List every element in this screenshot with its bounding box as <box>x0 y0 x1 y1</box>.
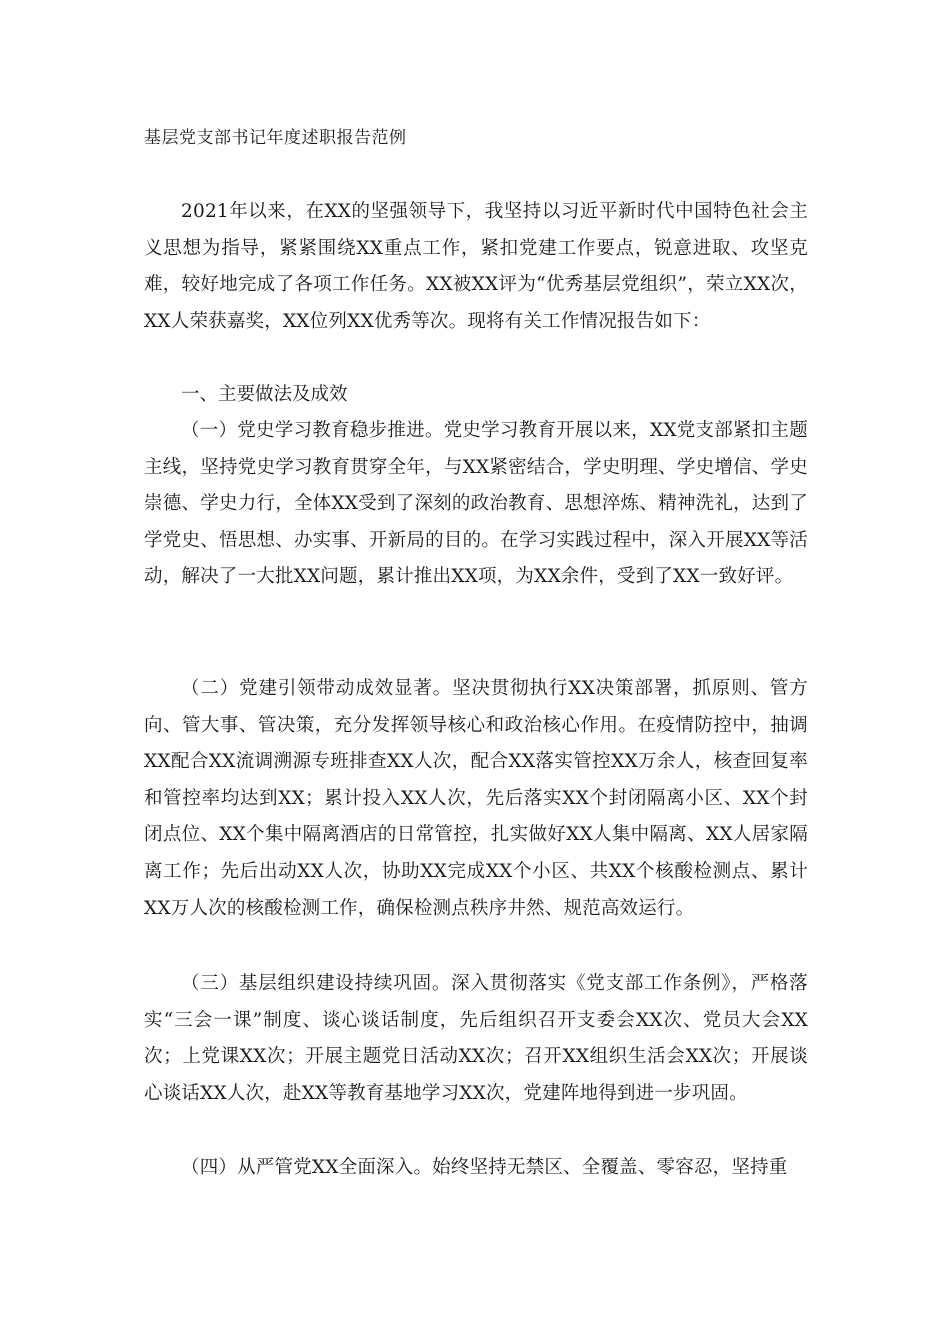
section-heading: 一、主要做法及成效 <box>181 384 348 405</box>
body-paragraph-2: （二）党建引领带动成效显著。坚决贯彻执行XX决策部署，抓原则、管方向、管大事、管决策，充分发挥领导核心和政治核心作用。在疫情防控中，抽调XX配合XX流调溯源专班排查XX人次，配合XX落实管控XX万余人，核查回复率和管控率均达到XX；累计投入XX人次，先后落实XX个封闭隔离小区、XX个封闭点位、XX个集中隔离酒店的日常管控，扎实做好XX人集中隔离、XX人居家隔离工作；先后出动XX人次，协助XX完成XX个小区、共XX个核酸检测点、累计XX万人次的核酸检测工作，确保检测点秩序井然、规范高效运行。 <box>144 678 808 919</box>
body-paragraph-1: （一）党史学习教育稳步推进。党史学习教育开展以来，XX党支部紧扣主题主线，坚持党史学习教育贯穿全年，与XX紧密结合，学史明理、学史增信、学史崇德、学史力行，全体XX受到了深刻的政治教育、思想淬炼、精神洗礼，达到了学党史、悟思想、办实事、开新局的目的。在学习实践过程中，深入开展XX等活动，解决了一大批XX问题，累计推出XX项，为XX余件，受到了XX一致好评。 <box>144 420 808 588</box>
body-paragraph-4: （四）从严管党XX全面深入。始终坚持无禁区、全覆盖、零容忍，坚持重 <box>181 1157 788 1178</box>
intro-paragraph: 2021年以来，在XX的坚强领导下，我坚持以习近平新时代中国特色社会主义思想为指导，紧紧围绕XX重点工作，紧扣党建工作要点，锐意进取、攻坚克难，较好地完成了各项工作任务。XX被XX评为“优秀基层党组织”，荣立XX次，XX人荣获嘉奖，XX位列XX优秀等次。现将有关工作情况报告如下： <box>144 201 808 332</box>
document-title: 基层党支部书记年度述职报告范例 <box>144 128 407 148</box>
body-paragraph-3: （三）基层组织建设持续巩固。深入贯彻落实《党支部工作条例》，严格落实“三会一课”制度、谈心谈话制度，先后组织召开支委会XX次、党员大会XX次；上党课XX次；开展主题党日活动XX次；召开XX组织生活会XX次；开展谈心谈话XX人次，赴XX等教育基地学习XX次，党建阵地得到进一步巩固。 <box>144 973 808 1104</box>
